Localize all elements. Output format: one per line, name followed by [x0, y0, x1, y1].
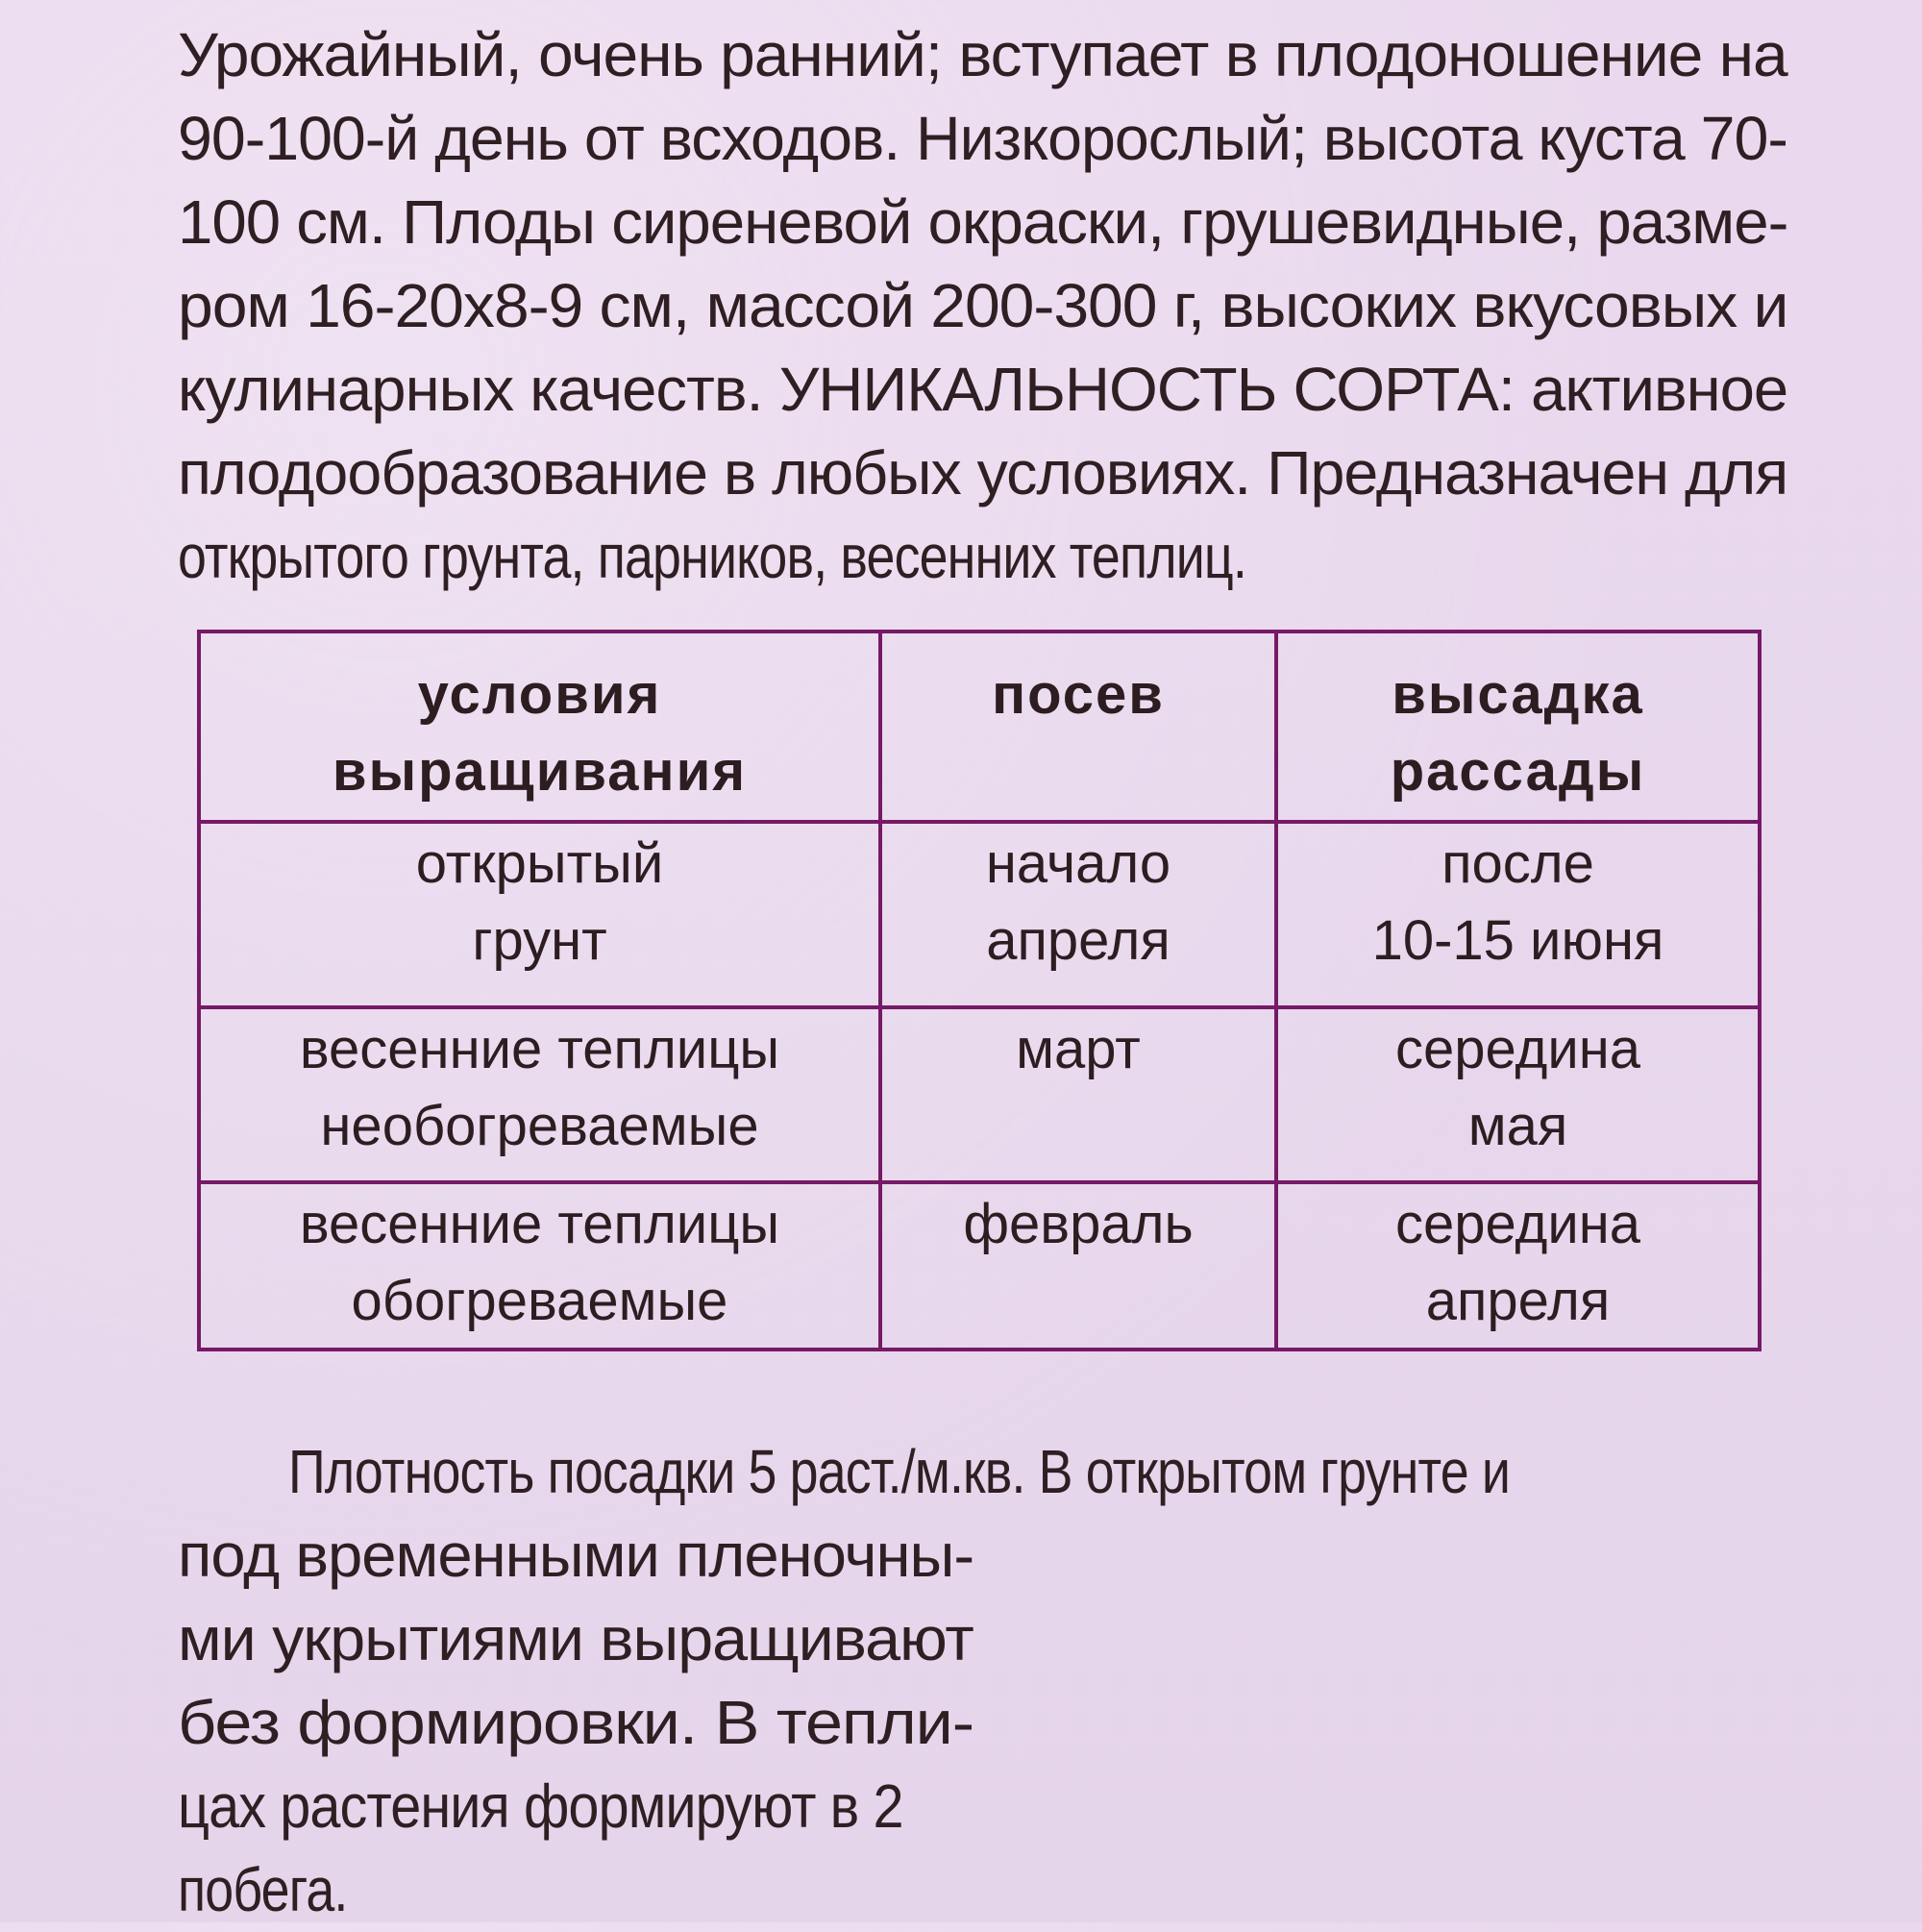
cultivation-line — [178, 1681, 973, 1765]
cell-text: обогреваемые — [351, 1270, 728, 1332]
cultivation-line-text: побега. — [178, 1855, 348, 1924]
cell-conditions — [199, 1007, 880, 1182]
cell-text: март — [1016, 1018, 1141, 1080]
cell-text: середина — [1394, 1018, 1641, 1080]
description-line — [178, 13, 1787, 97]
cell-text: апреля — [1425, 1270, 1611, 1332]
header-text: выращивания — [332, 740, 748, 803]
cell-text: апреля — [986, 909, 1170, 972]
description-line-text: плодообразование в любых условиях. Предназначен для — [178, 438, 1788, 508]
description-line — [178, 181, 1787, 264]
table-row — [199, 1182, 1760, 1350]
cultivation-line — [178, 1848, 973, 1932]
description-line-text: Урожайный, очень ранний; вступает в плодоношение на — [178, 20, 1787, 89]
density-line — [288, 1430, 1787, 1514]
cell-text: грунт — [472, 909, 607, 972]
cultivation-line-text: без формировки. В тепли- — [178, 1688, 974, 1757]
cell-sowing — [880, 1182, 1276, 1350]
cell-text: необогреваемые — [320, 1095, 759, 1157]
cultivation-line-text: под временными пленочны- — [178, 1521, 974, 1590]
density-line-text: Плотность посадки 5 раст./м.кв. В открытом грунте и — [288, 1437, 1511, 1506]
growing-schedule-table — [197, 630, 1762, 1351]
header-text: рассады — [1390, 740, 1646, 803]
cell-text: начало — [985, 832, 1171, 895]
table-header-row — [199, 632, 1760, 822]
header-sowing — [880, 632, 1276, 822]
cultivation-line-text: цах растения формируют в 2 — [178, 1771, 903, 1841]
cell-text: 10-15 июня — [1371, 909, 1664, 972]
description-line — [178, 515, 1787, 599]
description-line-text: ром 16-20х8-9 см, массой 200-300 г, высоких вкусовых и — [178, 271, 1788, 340]
header-growing-conditions — [199, 632, 880, 822]
cultivation-paragraph — [178, 1514, 973, 1932]
table-row — [199, 1007, 1760, 1182]
cell-conditions — [199, 1182, 880, 1350]
cell-conditions — [199, 822, 880, 1007]
description-line — [178, 348, 1787, 432]
cell-sowing — [880, 822, 1276, 1007]
table-row — [199, 822, 1760, 1007]
description-line-text: кулинарных качеств. УНИКАЛЬНОСТЬ СОРТА: активное — [178, 355, 1788, 424]
header-transplanting — [1276, 632, 1760, 822]
cell-text: февраль — [963, 1193, 1194, 1255]
cell-sowing — [880, 1007, 1276, 1182]
description-line-text: открытого грунта, парников, весенних теплиц. — [178, 522, 1246, 591]
cell-text: весенние теплицы — [299, 1193, 780, 1255]
cell-text: весенние теплицы — [299, 1018, 780, 1080]
description-line-text: 100 см. Плоды сиреневой окраски, грушевидные, разме- — [178, 187, 1788, 257]
cell-text: после — [1442, 832, 1594, 895]
header-text: посев — [992, 663, 1165, 726]
cultivation-line — [178, 1514, 973, 1598]
cultivation-line — [178, 1765, 973, 1848]
cultivation-line — [178, 1598, 973, 1681]
description-paragraph — [178, 13, 1787, 599]
description-line — [178, 264, 1787, 348]
description-line — [178, 97, 1787, 181]
cell-text: середина — [1394, 1193, 1641, 1255]
cultivation-line-text: ми укрытиями выращивают — [178, 1604, 973, 1673]
header-text: условия — [417, 663, 662, 726]
cell-transplanting — [1276, 822, 1760, 1007]
description-line — [178, 432, 1787, 515]
description-line-text: 90-100-й день от всходов. Низкорослый; высота куста 70- — [178, 104, 1787, 173]
cell-transplanting — [1276, 1182, 1760, 1350]
cell-transplanting — [1276, 1007, 1760, 1182]
cell-text: мая — [1467, 1095, 1568, 1157]
cell-text: открытый — [415, 832, 664, 895]
planting-density-paragraph — [288, 1430, 1787, 1514]
header-text: высадка — [1392, 663, 1644, 726]
